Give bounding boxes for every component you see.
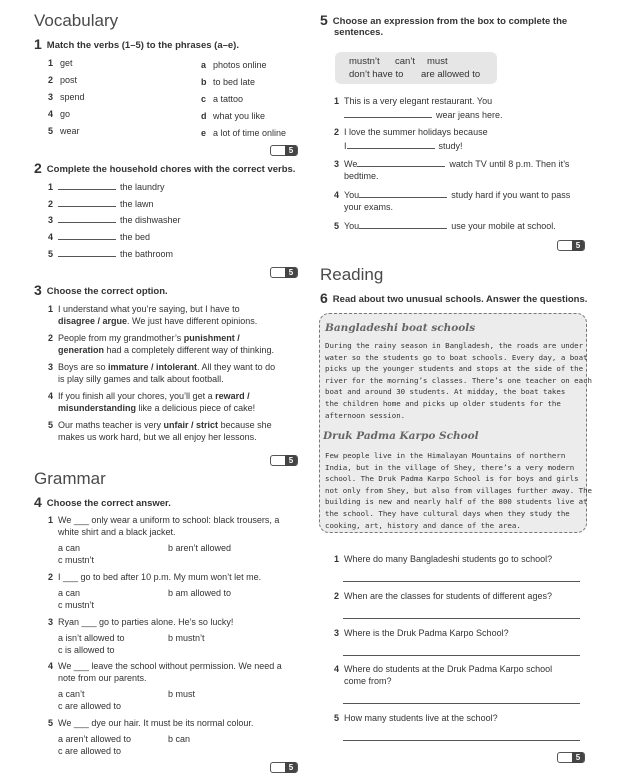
box-word-4: don’t have to [349, 69, 404, 80]
option-item-line2 [58, 431, 257, 443]
item-number: 1 [334, 96, 340, 106]
chore-blank[interactable] [58, 230, 116, 240]
sentence-blank[interactable] [347, 139, 435, 149]
sentence-text: I [344, 141, 347, 151]
grammar-heading: Grammar [34, 469, 106, 488]
expression-box [335, 52, 497, 84]
ex4-score-badge: 5 [270, 762, 298, 773]
reading-line: picks up the younger students and stops at the side of the [325, 364, 584, 374]
reading-question [334, 627, 509, 639]
item-number: e [201, 128, 207, 138]
item-number: 5 [48, 420, 54, 430]
sentence-text: watch TV until 8 p.m. Then it’s [449, 159, 570, 169]
answer-option-c[interactable]: c mustn’t [58, 555, 95, 565]
option-text: had a completely different way of thinking. [104, 345, 274, 355]
item-number: a [201, 60, 207, 70]
item-number: 1 [48, 304, 54, 314]
verb-item [48, 74, 77, 86]
answer-option-a[interactable]: a aren’t allowed to [58, 734, 132, 744]
answer-option-c[interactable]: c mustn’t [58, 600, 95, 610]
reading-line: afternoon session. [325, 410, 406, 420]
question-text: We ___ only wear a uniform to school: black trousers, a [58, 515, 280, 525]
item-number: d [201, 111, 207, 121]
answer-option-a[interactable]: a can [58, 588, 81, 598]
ex1-number: 1 [34, 36, 42, 52]
question-text: How many students live at the school? [344, 713, 498, 723]
sentence-text: use your mobile at school. [451, 221, 556, 231]
option-choice[interactable]: disagree / argue [58, 316, 128, 326]
reading-line: During the rainy season in Bangladesh, the roads are under [325, 341, 584, 350]
chore-text: the bathroom [120, 249, 174, 259]
sentence-text: You [344, 221, 360, 231]
item-number: c [201, 94, 207, 104]
chore-text: the laundry [120, 182, 165, 192]
verb-item [48, 91, 85, 103]
item-number: 2 [48, 199, 54, 209]
reading-question [334, 553, 552, 565]
ex6-number: 6 [320, 290, 328, 306]
ex5-number: 5 [320, 12, 328, 28]
option-item-line1 [48, 332, 240, 344]
item-number: 3 [334, 159, 340, 169]
phrase-text: a tattoo [213, 94, 244, 104]
reading-line: school. The Druk Padma Karpo School is for boys and girls [325, 474, 579, 484]
option-item-line1 [48, 390, 250, 402]
ex5-instruction-line1: Choose an expression from the box to complete the [332, 16, 568, 27]
ex2-number: 2 [34, 160, 42, 176]
item-number: 2 [48, 333, 54, 343]
chore-blank[interactable] [58, 180, 116, 190]
reading-line: building is new and nearly half of the 800 students live at [325, 497, 588, 507]
chore-item [48, 230, 150, 243]
verb-text: get [60, 58, 73, 68]
sentence-blank[interactable] [359, 219, 447, 229]
option-text: Boys are so [58, 362, 109, 372]
option-choice[interactable]: misunderstanding [58, 403, 137, 413]
chore-item [48, 180, 165, 193]
sentence-line1 [334, 126, 488, 138]
phrase-item [201, 110, 265, 122]
item-number: 2 [48, 572, 54, 582]
item-number: 5 [48, 249, 54, 259]
option-item-line1 [48, 361, 275, 373]
phrase-item [201, 127, 286, 139]
reading-line: Few people live in the Himalayan Mountains of northern [325, 451, 566, 460]
reading-question [334, 590, 552, 602]
ex1-score-badge: 5 [270, 145, 298, 156]
reading-line: India, but in the village of Shey, there’s a very modern [325, 462, 575, 472]
option-choice[interactable]: reward / [215, 391, 250, 401]
reading-line: river for the morning’s classes. There’s one teacher on each [325, 375, 592, 385]
answer-option-b[interactable]: b must [168, 689, 196, 699]
sentence-line1 [334, 188, 570, 201]
question-text: Where do many Bangladeshi students go to school? [344, 554, 553, 564]
chore-blank[interactable] [58, 247, 116, 257]
chore-text: the bed [120, 232, 151, 242]
verb-text: spend [60, 92, 85, 102]
item-number: 4 [48, 109, 54, 119]
item-number: 3 [334, 628, 340, 638]
chore-blank[interactable] [58, 197, 116, 207]
verb-text: go [60, 109, 71, 119]
phrase-text: to bed late [213, 77, 256, 87]
sentence-blank[interactable] [359, 188, 447, 198]
item-number: 2 [334, 591, 340, 601]
chore-text: the lawn [120, 199, 154, 209]
vocabulary-heading: Vocabulary [34, 11, 119, 30]
sentence-line1 [334, 157, 569, 170]
item-number: 2 [334, 127, 340, 137]
reading-line: the school. They have cultural days when they study the [325, 508, 570, 518]
sentence-text: study! [438, 141, 463, 151]
sentence-blank[interactable] [357, 157, 445, 167]
sentence-text: bedtime. [344, 171, 379, 181]
text1-body [325, 340, 592, 421]
sentence-text: study hard if you want to pass [451, 190, 571, 200]
answer-line[interactable] [343, 581, 580, 582]
question-line [48, 616, 233, 628]
text1-title: Bangladeshi boat schools [325, 322, 476, 334]
ex3-instruction [34, 282, 168, 298]
sentence-line2 [344, 201, 393, 213]
question-line [48, 514, 279, 526]
sentence-text: wear jeans here. [436, 110, 503, 120]
item-number: 5 [334, 713, 340, 723]
phrase-item [201, 93, 243, 105]
item-number: 1 [334, 554, 340, 564]
sentence-line1 [334, 219, 556, 232]
ex5-instruction-line2: sentences. [334, 27, 384, 38]
sentence-line1 [334, 95, 492, 107]
answer-line[interactable] [343, 618, 580, 619]
ex4-instruction-text: Choose the correct answer. [46, 498, 171, 509]
item-number: 4 [334, 664, 340, 674]
question-text: I ___ go to bed after 10 p.m. My mum won’t let me. [58, 572, 262, 582]
item-number: 1 [48, 182, 54, 192]
option-item-line1 [48, 419, 272, 431]
ex5-instruction-cont [334, 27, 383, 38]
chore-blank[interactable] [58, 213, 116, 223]
answer-option-a[interactable]: a can’t [58, 689, 85, 699]
reading-question [334, 663, 552, 675]
question-line [48, 660, 282, 672]
reading-question: come from? [344, 676, 392, 686]
sentence-text: your exams. [344, 202, 394, 212]
phrase-item [201, 59, 267, 71]
sentence-text: This is a very elegant restaurant. You [344, 96, 493, 106]
answer-option-b[interactable]: b mustn’t [168, 633, 205, 643]
item-number: 3 [48, 215, 54, 225]
option-text: Our maths teacher is very [58, 420, 164, 430]
option-text: because she [218, 420, 272, 430]
item-number: 3 [48, 362, 54, 372]
verb-item [48, 108, 70, 120]
ex4-number: 4 [34, 494, 42, 510]
reading-line: not only from Shey, but also from villages further away. The [325, 485, 592, 495]
text2-body [325, 450, 592, 531]
item-number: b [201, 77, 207, 87]
ex6-score-badge: 5 [557, 752, 585, 763]
sentence-text: We [344, 159, 358, 169]
question-text: Where is the Druk Padma Karpo School? [344, 628, 509, 638]
sentence-blank[interactable] [344, 108, 432, 118]
verb-item [48, 57, 73, 69]
question-text: We ___ dye our hair. It must be its normal colour. [58, 718, 254, 728]
phrase-item [201, 76, 255, 88]
item-number: 5 [334, 221, 340, 231]
item-number: 3 [48, 617, 54, 627]
question-text: When are the classes for students of different ages? [344, 591, 552, 601]
question-line: note from our parents. [58, 673, 147, 683]
chore-item [48, 247, 173, 260]
question-text: Ryan ___ go to parties alone. He’s so lucky! [58, 617, 234, 627]
answer-option-a[interactable]: a isn’t allowed to [58, 633, 125, 643]
sentence-line2 [344, 108, 503, 121]
reading-question [334, 712, 498, 724]
verb-text: post [60, 75, 78, 85]
ex4-instruction [34, 494, 171, 510]
option-text: . All they want to do [197, 362, 276, 372]
verb-item [48, 125, 80, 137]
item-number: 5 [48, 718, 54, 728]
box-word-1: mustn’t [349, 56, 380, 67]
option-text: People from my grandmother’s [58, 333, 184, 343]
option-text: makes us work hard, but we all enjoy her lessons. [58, 432, 257, 442]
reading-line: cooking, art, history and dance of the area. [325, 520, 521, 530]
question-text: We ___ leave the school without permission. We need a [58, 661, 282, 671]
option-item-line1 [48, 303, 240, 315]
item-number: 3 [48, 92, 54, 102]
sentence-line2 [344, 139, 463, 152]
item-number: 5 [48, 126, 54, 136]
option-item-line2 [58, 315, 257, 327]
ex3-score-badge: 5 [270, 455, 298, 466]
option-text: like a delicious piece of cake! [136, 403, 256, 413]
phrase-text: a lot of time online [213, 128, 287, 138]
option-choice[interactable]: generation [58, 345, 105, 355]
phrase-text: what you like [213, 111, 266, 121]
option-text: . We just have different opinions. [127, 316, 258, 326]
phrase-text: photos online [213, 60, 267, 70]
answer-option-b[interactable]: b aren’t allowed [168, 543, 232, 553]
question-line [48, 717, 253, 729]
ex5-score-badge: 5 [557, 240, 585, 251]
text2-title: Druk Padma Karpo School [323, 430, 479, 442]
answer-line[interactable] [343, 703, 580, 704]
answer-option-c[interactable]: c are allowed to [58, 701, 122, 711]
answer-option-c[interactable]: c is allowed to [58, 645, 115, 655]
chore-item [48, 213, 181, 226]
ex2-instruction-text: Complete the household chores with the correct verbs. [46, 164, 296, 175]
ex2-score-badge: 5 [270, 267, 298, 278]
answer-line[interactable] [343, 655, 580, 656]
answer-option-a[interactable]: a can [58, 543, 81, 553]
answer-option-b[interactable]: b am allowed to [168, 588, 232, 598]
answer-option-b[interactable]: b can [168, 734, 191, 744]
option-item-line2 [58, 373, 224, 385]
sentence-text: You [344, 190, 360, 200]
item-number: 1 [48, 58, 54, 68]
ex3-instruction-text: Choose the correct option. [46, 286, 168, 297]
item-number: 4 [48, 661, 54, 671]
option-choice[interactable]: immature / intolerant [108, 362, 198, 372]
sentence-text: I love the summer holidays because [344, 127, 488, 137]
ex5-instruction [320, 12, 567, 28]
ex1-instruction-text: Match the verbs (1–5) to the phrases (a–e). [46, 40, 239, 51]
answer-line[interactable] [343, 740, 580, 741]
reading-line: the children home and picks up older students for the [325, 398, 561, 408]
ex1-instruction [34, 36, 239, 52]
answer-option-c[interactable]: c are allowed to [58, 746, 122, 756]
reading-line: boat and around 30 students. At midday, the boat takes [325, 387, 566, 397]
box-word-2: can’t [395, 56, 416, 67]
box-word-5: are allowed to [421, 69, 481, 80]
chore-item [48, 197, 154, 210]
ex6-instruction [320, 290, 587, 306]
item-number: 2 [48, 75, 54, 85]
reading-heading: Reading [320, 265, 384, 284]
option-text: If you finish all your chores, you’ll get a [58, 391, 216, 401]
option-choice[interactable]: punishment / [183, 333, 240, 343]
option-text: is play silly games and talk about football. [58, 374, 224, 384]
reading-line: water so the students go to boat schools. Every day, a boat [325, 352, 588, 362]
item-number: 4 [334, 190, 340, 200]
chore-text: the dishwasher [120, 215, 181, 225]
reading-text-box [319, 313, 592, 533]
box-word-3: must [427, 56, 448, 67]
sentence-line2 [344, 170, 379, 182]
option-text: I understand what you’re saying, but I have to [58, 304, 240, 314]
ex2-instruction [34, 160, 295, 176]
question-line: white shirt and a black jacket. [58, 527, 176, 537]
option-item-line2 [58, 344, 274, 356]
question-text: Where do students at the Druk Padma Karpo school [344, 664, 553, 674]
ex6-instruction-text: Read about two unusual schools. Answer the questions. [332, 294, 588, 305]
ex3-number: 3 [34, 282, 42, 298]
verb-text: wear [60, 126, 80, 136]
item-number: 4 [48, 232, 54, 242]
item-number: 4 [48, 391, 54, 401]
question-line [48, 571, 261, 583]
item-number: 1 [48, 515, 54, 525]
option-choice[interactable]: unfair / strict [163, 420, 219, 430]
option-item-line2 [58, 402, 255, 414]
